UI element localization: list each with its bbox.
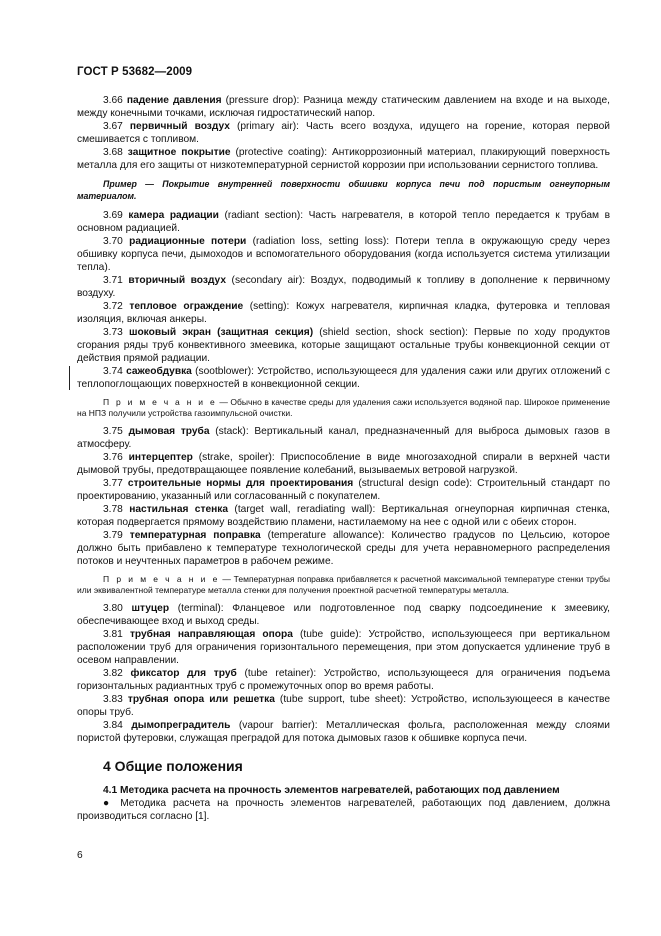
term-name: радиационные потери (129, 236, 247, 247)
term-3-84 (77, 719, 610, 745)
note-label: П р и м е ч а н и е (103, 397, 217, 407)
term-definition: (temperature allowance): Количество градусов по Цельсию, которое должно быть прибавлено к температуре технологической среды для учета неравномерного распределения потоков и неучтенных параметров в рабочем режиме. (77, 530, 610, 567)
note-temperature-allowance (77, 574, 610, 596)
bullet-icon: ● (103, 798, 114, 809)
term-3-74 (77, 365, 610, 391)
term-name: штуцер (131, 603, 170, 614)
term-3-75 (77, 425, 610, 451)
term-definition: (shield section, shock section): Первые по ходу продуктов сгорания ряды труб конвективного змеевика, которые защищают остальные трубы конвекционной секции от действия прямой радиации. (77, 327, 610, 364)
term-number: 3.84 (103, 720, 123, 731)
section-title: 4 Общие положения (103, 758, 243, 774)
term-definition: (terminal): Фланцевое или подготовленное под сварку подсоединение к змеевику, обеспечивающее вход и выход среды. (77, 603, 610, 627)
term-name: дымовая труба (128, 426, 210, 437)
term-3-70 (77, 235, 610, 274)
note-sootblower (77, 397, 610, 419)
term-name: падение давления (126, 95, 222, 106)
document-body (77, 94, 610, 823)
term-number: 3.76 (103, 452, 123, 463)
term-number: 3.73 (103, 327, 123, 338)
term-name: тепловое ограждение (129, 301, 244, 312)
term-definition: (tube retainer): Устройство, использующееся для ограничения подъема горизонтальных радиантных труб с промежуточных опор во время работы. (77, 668, 610, 692)
term-name: вторичный воздух (128, 275, 226, 286)
term-number: 3.71 (103, 275, 123, 286)
term-number: 3.75 (103, 426, 123, 437)
term-3-78 (77, 503, 610, 529)
term-3-67 (77, 120, 610, 146)
term-definition: (secondary air): Воздух, подводимый к топливу в дополнение к первичному воздуху. (77, 275, 610, 299)
term-number: 3.74 (103, 366, 123, 377)
term-definition: (sootblower): Устройство, использующееся для удаления сажи или других отложений с теплопоглощающих поверхностей в конвекционной секции. (77, 366, 610, 390)
term-definition: (strake, spoiler): Приспособление в виде многозаходной спирали в верхней части дымовой трубы, предотвращающее появление колебаний, вызываемых ветровой нагрузкой. (77, 452, 610, 476)
term-number: 3.70 (103, 236, 123, 247)
term-definition: (stack): Вертикальный канал, предназначенный для выброса дымовых газов в атмосферу. (77, 426, 611, 450)
term-definition: (radiation loss, setting loss): Потери тепла в окружающую среду через обшивку корпуса печи, дымоходов и вспомогательного оборудования (когда используется система утилизации тепла). (77, 236, 610, 273)
term-name: первичный воздух (129, 121, 230, 132)
term-number: 3.78 (103, 504, 123, 515)
term-name: шоковый экран (защитная секция) (128, 327, 314, 338)
term-definition: (tube support, tube sheet): Устройство, использующееся в качестве опоры труб. (77, 694, 610, 718)
term-definition: (vapour barrier): Металлическая фольга, расположенная между слоями пористой футеровки, служащая преградой для потока дымовых газов к обшивке корпуса печи. (77, 720, 610, 744)
term-number: 3.82 (103, 668, 123, 679)
term-number: 3.77 (103, 478, 123, 489)
term-definition: (protective coating): Антикоррозионный материал, плакирующий поверхность металла для его защиты от низкотемпературной сернистой коррозии при использовании сернистого топлива. (77, 147, 610, 171)
term-definition: (primary air): Часть всего воздуха, идущего на горение, которая первой смешивается с топливом. (77, 121, 610, 145)
term-number: 3.67 (103, 121, 123, 132)
term-name: защитное покрытие (127, 147, 231, 158)
note-text: — Обычно в качестве среды для удаления сажи используется водяной пар. Широкое применение на НПЗ получили устройства газоимпульсной очистки. (77, 397, 610, 418)
term-number: 3.79 (103, 530, 123, 541)
term-name: дымопреградитель (131, 720, 231, 731)
page-number: 6 (77, 850, 83, 861)
term-3-66 (77, 94, 610, 120)
term-3-79 (77, 529, 610, 568)
subsection-title: 4.1 Методика расчета на прочность элементов нагревателей, работающих под давлением (103, 785, 560, 796)
term-name: строительные нормы для проектирования (127, 478, 354, 489)
term-3-71 (77, 274, 610, 300)
term-number: 3.68 (103, 147, 123, 158)
term-3-83 (77, 693, 610, 719)
term-name: камера радиации (128, 210, 219, 221)
term-3-69 (77, 209, 610, 235)
note-text: — Температурная поправка прибавляется к расчетной максимальной температуре стенки трубы или эквивалентной температуре металла стенки для получения проектной расчетной температуры металла. (77, 574, 610, 595)
bullet-paragraph (77, 797, 610, 823)
term-3-76 (77, 451, 610, 477)
term-number: 3.80 (103, 603, 123, 614)
term-3-73 (77, 326, 610, 365)
term-definition: (pressure drop): Разница между статическим давлением на входе и на выходе, между конечными точками, исключая гидростатический напор. (77, 95, 610, 119)
example-note: Пример — Покрытие внутренней поверхности обшивки корпуса печи под пористым огнеупорным материалом. (77, 179, 610, 201)
term-number: 3.72 (103, 301, 123, 312)
term-name: температурная поправка (129, 530, 261, 541)
note-label: П р и м е ч а н и е (103, 574, 220, 584)
term-3-68 (77, 146, 610, 172)
term-3-80 (77, 602, 610, 628)
term-3-72 (77, 300, 610, 326)
term-number: 3.66 (103, 95, 123, 106)
term-name: фиксатор для труб (130, 668, 237, 679)
term-number: 3.69 (103, 210, 123, 221)
term-name: интерцептер (128, 452, 193, 463)
term-definition: (structural design code): Строительный стандарт по проектированию, указанный или согласованный с покупателем. (77, 478, 610, 502)
bullet-text: Методика расчета на прочность элементов нагревателей, работающих под давлением, должна производиться согласно [1]. (77, 798, 610, 822)
term-name: сажеобдувка (126, 366, 192, 377)
term-3-82 (77, 667, 610, 693)
term-number: 3.81 (103, 629, 123, 640)
term-definition: (tube guide): Устройство, использующееся при вертикальном расположении труб для ограничения горизонтального перемещения, при этом допускается удлинение труб в осевом направлении. (77, 629, 610, 666)
term-name: трубная направляющая опора (129, 629, 293, 640)
term-name: трубная опора или решетка (127, 694, 275, 705)
document-header: ГОСТ Р 53682—2009 (77, 66, 193, 78)
term-3-81 (77, 628, 610, 667)
term-definition: (radiant section): Часть нагревателя, в которой тепло передается к трубам в основном радиацией. (77, 210, 610, 234)
term-number: 3.83 (103, 694, 123, 705)
term-name: настильная стенка (129, 504, 229, 515)
term-definition: (target wall, reradiating wall): Вертикальная огнеупорная кирпичная стенка, которая подвергается прямому воздействию пламени, настилаемому на нее с одной или с обеих сторон. (77, 504, 610, 528)
term-3-77 (77, 477, 610, 503)
term-definition: (setting): Кожух нагревателя, кирпичная кладка, футеровка и тепловая изоляция, включая анкеры. (77, 301, 610, 325)
